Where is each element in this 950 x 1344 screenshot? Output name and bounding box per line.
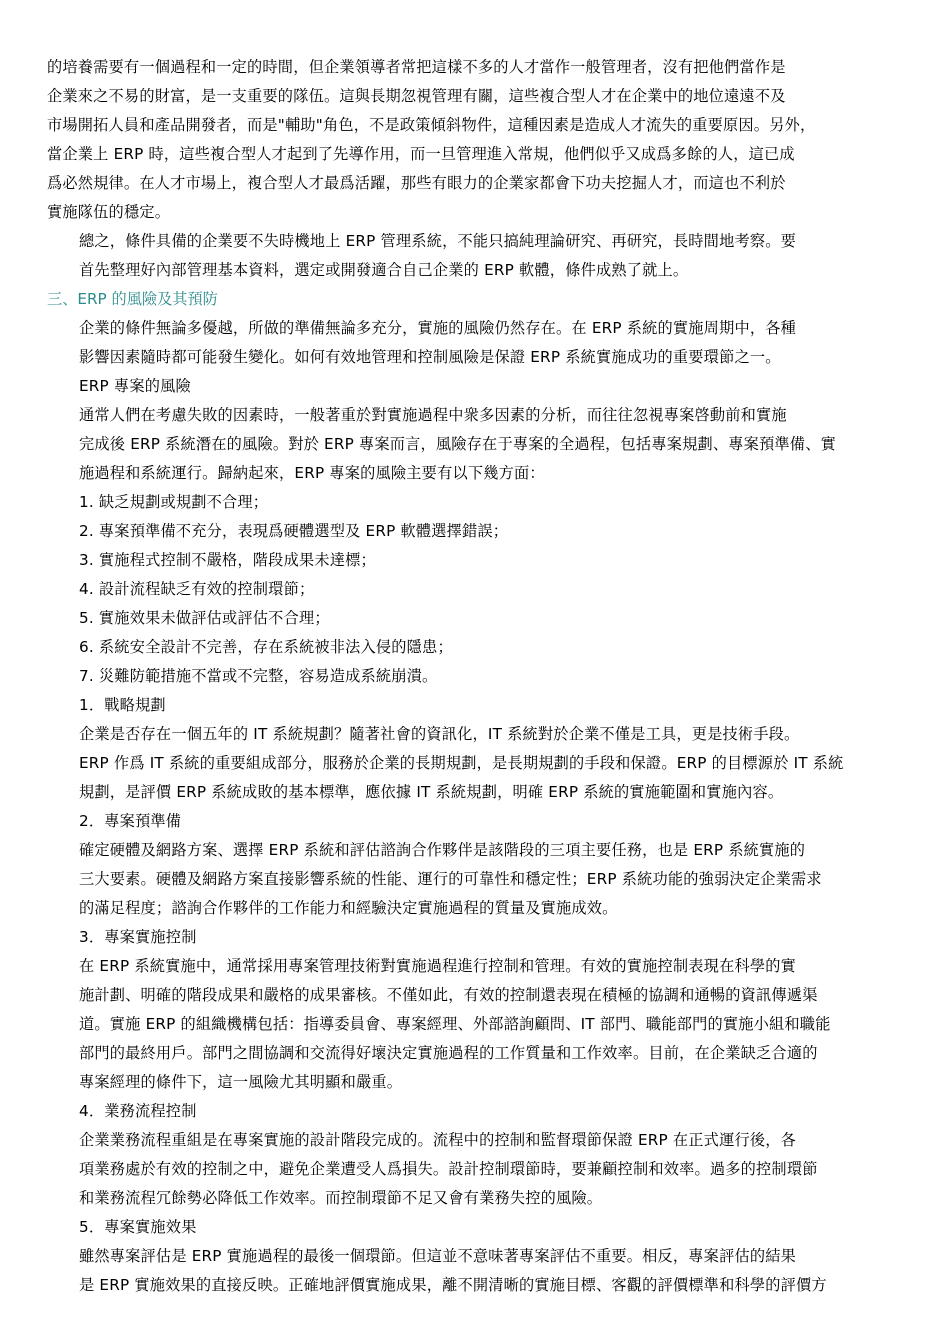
text-line: 部門的最終用戶。部門之間協調和交流得好壞決定實施過程的工作質量和工作效率。目前，在企業缺乏合適的 — [79, 1044, 818, 1062]
section-heading — [47, 285, 907, 314]
text-line: 當企業上 ERP 時，這些複合型人才起到了先導作用，而一旦管理進入常規，他們似乎又成爲多餘的人，這已成 — [47, 145, 795, 163]
text-line: 影響因素隨時都可能發生變化。如何有效地管理和控制風險是保證 ERP 系統實施成功的重要環節之一。 — [79, 348, 781, 366]
text-line: 1．戰略規劃 — [79, 696, 166, 714]
paragraph — [47, 53, 907, 227]
text-line: 和業務流程冗餘勢必降低工作效率。而控制環節不足又會有業務失控的風險。 — [79, 1189, 603, 1207]
text-line: 通常人們在考慮失敗的因素時，一般著重於對實施過程中衆多因素的分析，而往往忽視專案啓動前和實施 — [79, 406, 787, 424]
paragraph — [47, 836, 907, 923]
text-line: 6. 系統安全設計不完善，存在系統被非法入侵的隱患； — [79, 638, 453, 656]
text-line: 的滿足程度；諮詢合作夥伴的工作能力和經驗決定實施過程的質量及實施成效。 — [79, 899, 618, 917]
list-item — [47, 1097, 907, 1126]
text-line: 1. 缺乏規劃或規劃不合理； — [79, 493, 269, 511]
text-line: 4. 設計流程缺乏有效的控制環節； — [79, 580, 315, 598]
text-line: 三、ERP 的風險及其預防 — [47, 290, 218, 308]
paragraph — [47, 401, 907, 488]
text-line: 3．專案實施控制 — [79, 928, 197, 946]
list-item — [47, 1213, 907, 1242]
text-line: 施過程和系統運行。歸納起來，ERP 專案的風險主要有以下幾方面： — [79, 464, 545, 482]
paragraph — [47, 227, 907, 285]
paragraph — [47, 720, 907, 807]
text-line: 5. 實施效果未做評估或評估不合理； — [79, 609, 330, 627]
text-line: 在 ERP 系統實施中，通常採用專案管理技術對實施過程進行控制和管理。有效的實施控制表現在科學的實 — [79, 957, 797, 975]
text-line: 企業業務流程重組是在專案實施的設計階段完成的。流程中的控制和監督環節保證 ERP 在正式運行後，各 — [79, 1131, 797, 1149]
list-item — [47, 546, 907, 575]
text-line: 實施隊伍的穩定。 — [47, 203, 171, 221]
text-line: 5．專案實施效果 — [79, 1218, 197, 1236]
paragraph — [47, 1242, 907, 1300]
text-line: 2．專案預準備 — [79, 812, 182, 830]
text-line: 施計劃、明確的階段成果和嚴格的成果審核。不僅如此，有效的控制還表現在積極的協調和通暢的資訊傳遞渠 — [79, 986, 818, 1004]
text-line: 4．業務流程控制 — [79, 1102, 197, 1120]
text-line: 7. 災難防範措施不當或不完整，容易造成系統崩潰。 — [79, 667, 438, 685]
text-line: 首先整理好內部管理基本資料，選定或開發適合自己企業的 ERP 軟體，條件成熟了就上。 — [79, 261, 689, 279]
text-line: 3. 實施程式控制不嚴格，階段成果未達標； — [79, 551, 376, 569]
text-line: 的培養需要有一個過程和一定的時間，但企業領導者常把這樣不多的人才當作一般管理者，沒有把他們當作是 — [47, 58, 786, 76]
list-item — [47, 517, 907, 546]
text-line: 項業務處於有效的控制之中，避免企業遭受人爲損失。設計控制環節時，要兼顧控制和效率。過多的控制環節 — [79, 1160, 818, 1178]
paragraph — [47, 372, 907, 401]
paragraph — [47, 952, 907, 1097]
text-line: 規劃，是評價 ERP 系統成敗的基本標準，應依據 IT 系統規劃，明確 ERP 系統的實施範圍和實施內容。 — [79, 783, 784, 801]
text-line: 企業的條件無論多優越，所做的準備無論多充分，實施的風險仍然存在。在 ERP 系統的實施周期中，各種 — [79, 319, 797, 337]
text-line: 確定硬體及網路方案、選擇 ERP 系統和評估諮詢合作夥伴是該階段的三項主要任務，也是 ERP 系統實施的 — [79, 841, 806, 859]
text-line: 總之，條件具備的企業要不失時機地上 ERP 管理系統，不能只搞純理論研究、再研究，長時間地考察。要 — [79, 232, 797, 250]
list-item — [47, 575, 907, 604]
text-line: 企業來之不易的財富，是一支重要的隊伍。這與長期忽視管理有關，這些複合型人才在企業中的地位遠遠不及 — [47, 87, 786, 105]
paragraph — [47, 1126, 907, 1213]
text-line: 道。實施 ERP 的組織機構包括：指導委員會、專案經理、外部諮詢顧問、IT 部門、職能部門的實施小組和職能 — [79, 1015, 831, 1033]
text-line: 專案經理的條件下，這一風險尤其明顯和嚴重。 — [79, 1073, 403, 1091]
text-line: 三大要素。硬體及網路方案直接影響系統的性能、運行的可靠性和穩定性；ERP 系統功能的強弱決定企業需求 — [79, 870, 822, 888]
paragraph — [47, 314, 907, 372]
list-item — [47, 633, 907, 662]
text-line: 完成後 ERP 系統潛在的風險。對於 ERP 專案而言，風險存在于專案的全過程，包括專案規劃、專案預準備、實 — [79, 435, 836, 453]
list-item — [47, 807, 907, 836]
list-item — [47, 662, 907, 691]
text-line: 雖然專案評估是 ERP 實施過程的最後一個環節。但這並不意味著專案評估不重要。相反，專案評估的結果 — [79, 1247, 797, 1265]
text-line: 是 ERP 實施效果的直接反映。正確地評價實施成果，離不開清晰的實施目標、客觀的評價標準和科學的評價方 — [79, 1276, 827, 1294]
text-line: 市場開拓人員和產品開發者，而是"輔助"角色，不是政策傾斜物件，這種因素是造成人才流失的重要原因。另外， — [47, 116, 816, 134]
text-line: 企業是否存在一個五年的 IT 系統規劃？隨著社會的資訊化，IT 系統對於企業不僅是工具，更是技術手段。 — [79, 725, 800, 743]
list-item — [47, 923, 907, 952]
list-item — [47, 691, 907, 720]
text-line: 爲必然規律。在人才市場上，複合型人才最爲活躍，那些有眼力的企業家都會下功夫挖掘人才，而這也不利於 — [47, 174, 786, 192]
list-item — [47, 488, 907, 517]
list-item — [47, 604, 907, 633]
text-line: ERP 作爲 IT 系統的重要組成部分，服務於企業的長期規劃，是長期規劃的手段和保證。ERP 的目標源於 IT 系統 — [79, 754, 844, 772]
document-body — [47, 53, 907, 1300]
text-line: ERP 專案的風險 — [79, 377, 191, 395]
text-line: 2. 專案預準備不充分，表現爲硬體選型及 ERP 軟體選擇錯誤； — [79, 522, 509, 540]
